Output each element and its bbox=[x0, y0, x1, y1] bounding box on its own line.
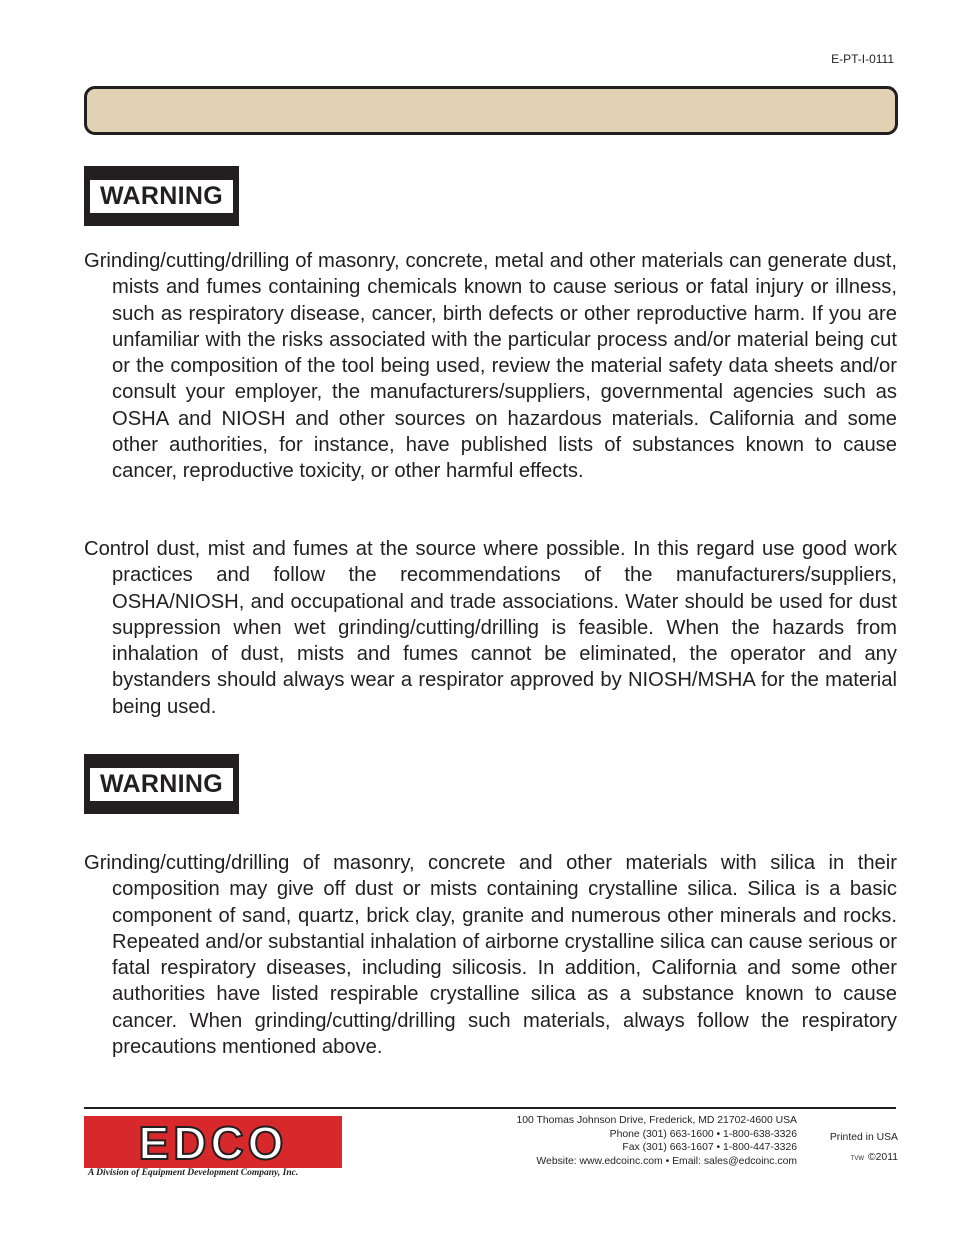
web-line: Website: www.edcoinc.com • Email: sales@edcoinc.com bbox=[536, 1155, 797, 1167]
address-line: 100 Thomas Johnson Drive, Frederick, MD 21702-4600 USA bbox=[516, 1115, 797, 1126]
company-address bbox=[517, 1114, 798, 1168]
phone-line: Phone (301) 663-1600 • 1-800-638-3326 bbox=[609, 1128, 797, 1140]
printed-in: Printed in USA bbox=[829, 1132, 898, 1143]
copyright bbox=[851, 1152, 898, 1163]
copyright-year: ©2011 bbox=[868, 1152, 898, 1163]
fax-line: Fax (301) 663-1607 • 1-800-447-3326 bbox=[622, 1142, 797, 1153]
warning-1-paragraph-2: Control dust, mist and fumes at the source where possible. In this regard use good work practices and follow the recommendations of the manufacturers/suppliers, OSHA/NIOSH, and occupational and trade associations. Water should be used for dust suppression when wet grinding/cutting/drilling is feasible. When the hazards from inhalation of dust, mists and fumes cannot be eliminated, the operator and any bystanders should always wear a respirator approved by NIOSH/MSHA for the material being used. bbox=[84, 538, 897, 718]
warning-label-1: WARNING bbox=[90, 180, 233, 213]
warning-1-paragraph-1: Grinding/cutting/drilling of masonry, concrete, metal and other materials can generate dust, mists and fumes containing chemicals known to cause serious or fatal injury or illness, such as respiratory disease, cancer, birth defects or other reproductive harm. If you are unfamiliar with the risks associated with the particular process and/or material being cut or the composition of the tool being used, review the material safety data sheets and/or consult your employer, the manufacturers/suppliers, governmental agencies such as OSHA and NIOSH and other sources on hazardous materials. California and some other authorities, for instance, have published lists of substances known to cause cancer, reproductive toxicity, or other harmful effects. bbox=[84, 250, 897, 483]
footer-rule bbox=[84, 1107, 896, 1109]
warning-label-2: WARNING bbox=[90, 768, 233, 801]
edco-logo-wordmark bbox=[84, 1116, 342, 1168]
edco-logo-text: EDCO bbox=[138, 1117, 288, 1168]
tvw-mark: TVW bbox=[850, 1156, 864, 1162]
logo-caption: A Division of Equipment Development Company, Inc. bbox=[88, 1168, 299, 1178]
warning-badge-1 bbox=[84, 166, 239, 226]
warning-2-paragraph-1: Grinding/cutting/drilling of masonry, concrete and other materials with silica in their composition may give off dust or mists containing crystalline silica. Silica is a basic component of sand, quartz, brick clay, granite and numerous other minerals and rocks. Repeated and/or substantial inhalation of airborne crystalline silica can cause serious or fatal respiratory diseases, including silicosis. In addition, California and some other authorities have listed respirable crystalline silica as a substance known to cause cancer. When grinding/cutting/drilling such materials, always follow the respiratory precautions mentioned above. bbox=[84, 852, 897, 1059]
warning-badge-2 bbox=[84, 754, 239, 814]
document-code: E-PT-I-0111 bbox=[831, 52, 894, 66]
header-bar bbox=[84, 86, 898, 135]
edco-logo bbox=[84, 1116, 342, 1168]
